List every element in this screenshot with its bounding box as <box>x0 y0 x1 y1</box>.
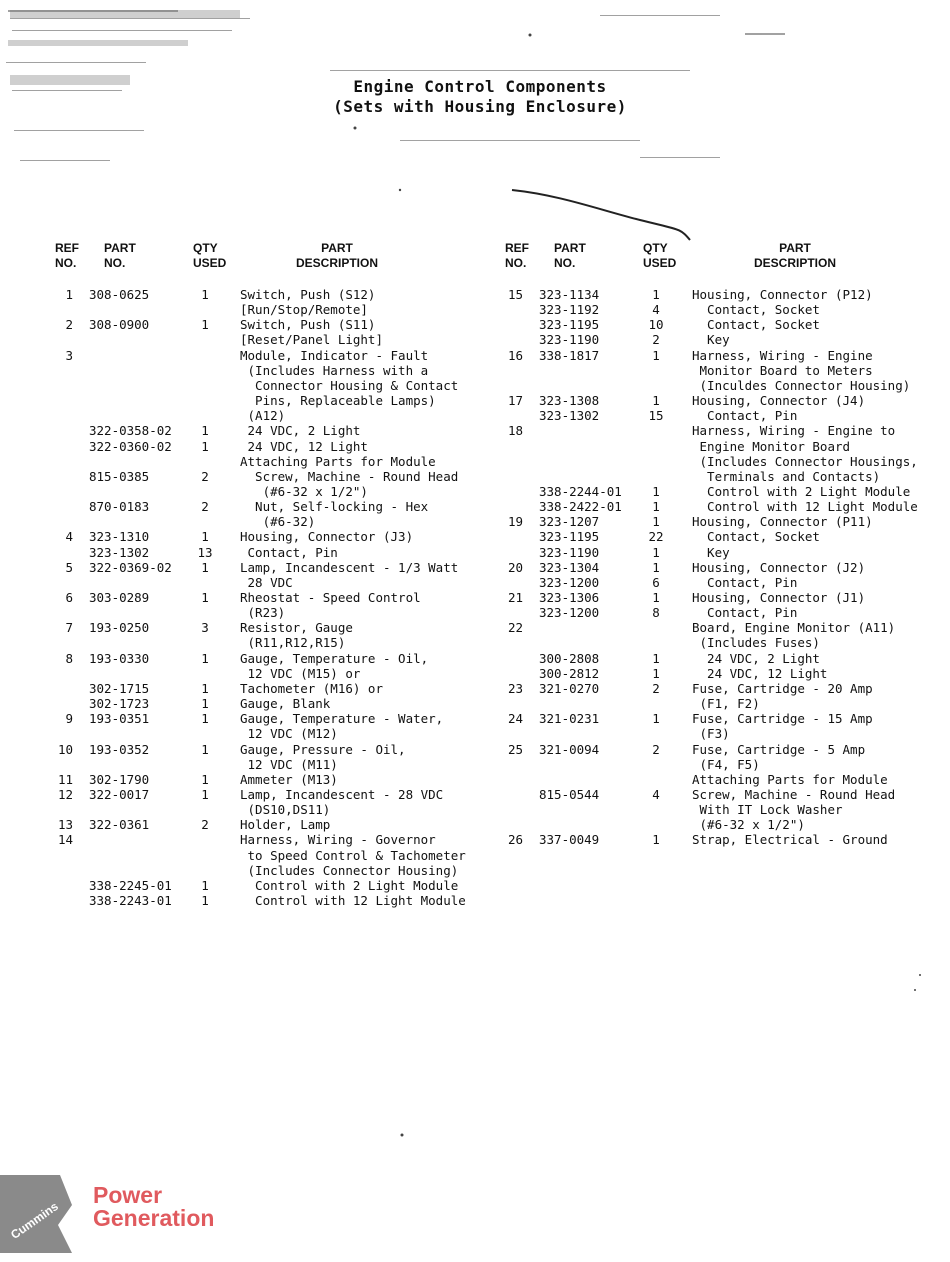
quantity-used: 1 <box>652 347 660 363</box>
part-description: Harness, Wiring - Engine to <box>692 423 896 439</box>
table-row <box>0 469 950 484</box>
part-number: 321-0270 <box>539 680 600 696</box>
part-number: 323-1302 <box>539 408 600 424</box>
ref-number: 23 <box>507 680 523 696</box>
part-description: 12 VDC (M12) <box>240 726 338 742</box>
table-row <box>0 878 950 893</box>
quantity-used: 1 <box>201 590 209 605</box>
table-row <box>0 484 950 499</box>
quantity-used: 1 <box>201 696 209 712</box>
part-description: Resistor, Gauge <box>240 620 353 636</box>
part-description: (DS10,DS11) <box>240 802 331 818</box>
part-number: 338-2244-01 <box>539 483 622 499</box>
quantity-used: 1 <box>201 877 209 893</box>
quantity-used: 10 <box>648 317 664 333</box>
quantity-used: 1 <box>652 665 660 681</box>
part-number: 870-0183 <box>89 499 150 515</box>
part-description: (F1, F2) <box>692 696 760 712</box>
ref-number: 2 <box>65 317 73 333</box>
part-number: 300-2812 <box>539 665 600 681</box>
part-description: (#6-32 x 1/2") <box>240 483 368 499</box>
part-description: (A12) <box>240 408 286 424</box>
part-number: 323-1200 <box>539 605 600 621</box>
table-row <box>0 499 950 514</box>
ref-number: 13 <box>57 817 73 833</box>
part-description: Housing, Connector (J1) <box>692 590 866 605</box>
ref-number: 14 <box>57 832 73 848</box>
part-description: Gauge, Temperature - Oil, <box>240 650 429 666</box>
part-description: Control with 12 Light Module <box>692 499 918 515</box>
part-number: 302-1715 <box>89 680 150 696</box>
part-description: Contact, Pin <box>692 605 798 621</box>
quantity-used: 2 <box>201 468 209 484</box>
page-title-line1: Engine Control Components <box>353 77 607 96</box>
part-description: Attaching Parts for Module <box>692 771 888 787</box>
table-row <box>0 651 950 666</box>
part-number: 323-1195 <box>539 529 600 545</box>
ref-number: 19 <box>507 514 523 530</box>
part-number: 322-0358-02 <box>89 423 172 439</box>
part-description: Attaching Parts for Module <box>240 453 436 469</box>
quantity-used: 1 <box>652 544 660 560</box>
part-number: 323-1207 <box>539 514 600 530</box>
part-description: (Includes Connector Housings, <box>692 453 918 469</box>
table-row <box>0 787 950 802</box>
ref-number: 20 <box>507 559 523 575</box>
part-description: 28 VDC <box>240 574 293 590</box>
part-description: Monitor Board to Meters <box>692 362 873 378</box>
table-row <box>0 635 950 650</box>
table-row <box>0 287 950 302</box>
part-description: 24 VDC, 2 Light <box>240 423 361 439</box>
table-row <box>0 317 950 332</box>
part-number: 303-0289 <box>89 590 150 605</box>
quantity-used: 2 <box>201 817 209 833</box>
quantity-used: 2 <box>201 499 209 515</box>
table-row <box>0 302 950 317</box>
ref-number: 16 <box>507 347 523 363</box>
quantity-used: 1 <box>652 711 660 727</box>
part-number: 322-0360-02 <box>89 438 172 454</box>
part-number: 193-0351 <box>89 711 150 727</box>
page-title-line2: (Sets with Housing Enclosure) <box>333 97 627 116</box>
part-number: 323-1310 <box>89 529 150 545</box>
quantity-used: 1 <box>201 438 209 454</box>
part-number: 815-0385 <box>89 468 150 484</box>
quantity-used: 1 <box>652 483 660 499</box>
ref-number: 11 <box>57 771 73 787</box>
part-description: Contact, Pin <box>240 544 338 560</box>
part-number: 338-2243-01 <box>89 893 172 908</box>
quantity-used: 4 <box>652 786 660 802</box>
part-number: 302-1790 <box>89 771 150 787</box>
quantity-used: 1 <box>201 786 209 802</box>
table-row <box>0 560 950 575</box>
quantity-used: 1 <box>201 529 209 545</box>
ref-number: 8 <box>65 650 73 666</box>
part-description: Control with 2 Light Module <box>240 877 459 893</box>
table-row <box>0 363 950 378</box>
part-number: 323-1200 <box>539 574 600 590</box>
table-row <box>0 696 950 711</box>
quantity-used: 2 <box>652 741 660 757</box>
part-description: Housing, Connector (J4) <box>692 393 866 409</box>
table-row <box>0 742 950 757</box>
cummins-logo-text: Cummins <box>8 1199 61 1242</box>
part-number: 321-0231 <box>539 711 600 727</box>
part-description: 12 VDC (M11) <box>240 756 338 772</box>
part-description: Contact, Pin <box>692 408 798 424</box>
part-description: Screw, Machine - Round Head <box>240 468 459 484</box>
quantity-used: 1 <box>201 287 209 302</box>
part-number: 323-1308 <box>539 393 600 409</box>
part-description: Gauge, Pressure - Oil, <box>240 741 406 757</box>
part-description: 24 VDC, 12 Light <box>240 438 368 454</box>
part-description: Fuse, Cartridge - 20 Amp <box>692 680 873 696</box>
table-row <box>0 529 950 544</box>
ref-number: 15 <box>507 287 523 302</box>
quantity-used: 1 <box>201 559 209 575</box>
part-description: Module, Indicator - Fault <box>240 347 429 363</box>
part-number: 323-1192 <box>539 302 600 318</box>
table-row <box>0 757 950 772</box>
part-number: 302-1723 <box>89 696 150 712</box>
part-number: 323-1302 <box>89 544 150 560</box>
table-row <box>0 332 950 347</box>
part-description: [Run/Stop/Remote] <box>240 302 368 318</box>
table-row <box>0 423 950 438</box>
quantity-used: 1 <box>201 711 209 727</box>
part-description: Housing, Connector (P11) <box>692 514 873 530</box>
part-number: 193-0250 <box>89 620 150 636</box>
part-number: 323-1190 <box>539 332 600 348</box>
part-description: Rheostat - Speed Control <box>240 590 421 605</box>
part-description: Nut, Self-locking - Hex <box>240 499 429 515</box>
quantity-used: 2 <box>652 332 660 348</box>
header-ref-left: REF NO. <box>55 241 79 270</box>
part-description: Gauge, Blank <box>240 696 331 712</box>
part-description: 12 VDC (M15) or <box>240 665 361 681</box>
ref-number: 4 <box>65 529 73 545</box>
table-row <box>0 605 950 620</box>
table-row <box>0 620 950 635</box>
quantity-used: 6 <box>652 574 660 590</box>
quantity-used: 4 <box>652 302 660 318</box>
part-description: Tachometer (M16) or <box>240 680 383 696</box>
brand-generation: Generation <box>93 1205 215 1231</box>
quantity-used: 1 <box>201 893 209 908</box>
header-qty-left: QTY USED <box>193 241 227 270</box>
table-row <box>0 848 950 863</box>
quantity-used: 1 <box>652 514 660 530</box>
table-row <box>0 378 950 393</box>
part-number: 323-1190 <box>539 544 600 560</box>
part-description: Harness, Wiring - Engine <box>692 347 873 363</box>
part-description: Control with 2 Light Module <box>692 483 911 499</box>
part-description: (Inculdes Connector Housing) <box>692 377 911 393</box>
quantity-used: 1 <box>652 393 660 409</box>
part-description: Contact, Pin <box>692 574 798 590</box>
part-number: 323-1134 <box>539 287 600 302</box>
ref-number: 24 <box>507 711 523 727</box>
part-description: (R11,R12,R15) <box>240 635 346 651</box>
part-number: 323-1195 <box>539 317 600 333</box>
part-description: Contact, Socket <box>692 529 820 545</box>
ref-number: 18 <box>507 423 523 439</box>
ref-number: 12 <box>57 786 73 802</box>
quantity-used: 3 <box>201 620 209 636</box>
quantity-used: 22 <box>648 529 664 545</box>
part-number: 322-0361 <box>89 817 150 833</box>
part-description: 24 VDC, 2 Light <box>692 650 820 666</box>
part-number: 323-1304 <box>539 559 600 575</box>
table-row <box>0 408 950 423</box>
part-description: Strap, Electrical - Ground <box>692 832 888 848</box>
table-row <box>0 802 950 817</box>
part-description: Housing, Connector (P12) <box>692 287 873 302</box>
part-description: Housing, Connector (J3) <box>240 529 414 545</box>
part-description: Holder, Lamp <box>240 817 331 833</box>
part-description: [Reset/Panel Light] <box>240 332 383 348</box>
part-number: 308-0625 <box>89 287 150 302</box>
ref-number: 3 <box>65 347 73 363</box>
quantity-used: 13 <box>197 544 213 560</box>
part-description: Terminals and Contacts) <box>692 468 881 484</box>
table-row <box>0 832 950 847</box>
quantity-used: 1 <box>201 680 209 696</box>
part-description: Ammeter (M13) <box>240 771 338 787</box>
part-number: 308-0900 <box>89 317 150 333</box>
table-row <box>0 439 950 454</box>
quantity-used: 1 <box>652 650 660 666</box>
table-row <box>0 711 950 726</box>
header-qty-right: QTY USED <box>643 241 677 270</box>
ref-number: 6 <box>65 590 73 605</box>
quantity-used: 1 <box>201 423 209 439</box>
table-row <box>0 772 950 787</box>
ref-number: 5 <box>65 559 73 575</box>
part-description: Housing, Connector (J2) <box>692 559 866 575</box>
part-description: Harness, Wiring - Governor <box>240 832 436 848</box>
quantity-used: 1 <box>652 590 660 605</box>
part-description: (F3) <box>692 726 730 742</box>
part-description: Fuse, Cartridge - 5 Amp <box>692 741 866 757</box>
table-row <box>0 348 950 363</box>
quantity-used: 1 <box>652 287 660 302</box>
quantity-used: 1 <box>201 317 209 333</box>
part-description: (#6-32 x 1/2") <box>692 817 805 833</box>
quantity-used: 1 <box>652 499 660 515</box>
header-ref-right: REF NO. <box>505 241 529 270</box>
part-number: 323-1306 <box>539 590 600 605</box>
part-description: Screw, Machine - Round Head <box>692 786 896 802</box>
part-number: 322-0017 <box>89 786 150 802</box>
table-row <box>0 514 950 529</box>
part-description: (Includes Connector Housing) <box>240 862 459 878</box>
header-part-no-right: PART NO. <box>554 241 586 270</box>
header-part-no-left: PART NO. <box>104 241 136 270</box>
part-description: (Includes Fuses) <box>692 635 820 651</box>
table-row <box>0 545 950 560</box>
table-row <box>0 393 950 408</box>
quantity-used: 1 <box>652 559 660 575</box>
header-description-left: PART DESCRIPTION <box>296 241 379 270</box>
part-number: 193-0352 <box>89 741 150 757</box>
part-number: 321-0094 <box>539 741 600 757</box>
part-description: Connector Housing & Contact <box>240 377 459 393</box>
part-description: Switch, Push (S11) <box>240 317 376 333</box>
part-description: Fuse, Cartridge - 15 Amp <box>692 711 873 727</box>
table-row <box>0 726 950 741</box>
part-number: 338-2245-01 <box>89 877 172 893</box>
ref-number: 26 <box>507 832 523 848</box>
table-row <box>0 590 950 605</box>
part-description: Contact, Socket <box>692 317 820 333</box>
table-row <box>0 817 950 832</box>
ref-number: 10 <box>57 741 73 757</box>
table-row <box>0 681 950 696</box>
part-number: 338-1817 <box>539 347 600 363</box>
ref-number: 21 <box>507 590 523 605</box>
part-description: to Speed Control & Tachometer <box>240 847 466 863</box>
ref-number: 7 <box>65 620 73 636</box>
ref-number: 1 <box>65 287 73 302</box>
quantity-used: 2 <box>652 680 660 696</box>
table-row <box>0 893 950 908</box>
part-description: Key <box>692 332 730 348</box>
part-description: Lamp, Incandescent - 28 VDC <box>240 786 444 802</box>
cummins-logo-icon <box>0 1175 80 1255</box>
part-description: Key <box>692 544 730 560</box>
part-description: Contact, Socket <box>692 302 820 318</box>
part-number: 193-0330 <box>89 650 150 666</box>
part-description: 24 VDC, 12 Light <box>692 665 828 681</box>
ref-number: 25 <box>507 741 523 757</box>
part-number: 337-0049 <box>539 832 600 848</box>
part-description: Engine Monitor Board <box>692 438 851 454</box>
part-number: 322-0369-02 <box>89 559 172 575</box>
part-description: Pins, Replaceable Lamps) <box>240 393 436 409</box>
part-number: 815-0544 <box>539 786 600 802</box>
part-description: (F4, F5) <box>692 756 760 772</box>
part-description: Board, Engine Monitor (A11) <box>692 620 896 636</box>
table-row <box>0 575 950 590</box>
quantity-used: 1 <box>201 650 209 666</box>
brand-power: Power <box>93 1182 163 1208</box>
part-description: With IT Lock Washer <box>692 802 843 818</box>
part-description: Switch, Push (S12) <box>240 287 376 302</box>
part-number: 300-2808 <box>539 650 600 666</box>
quantity-used: 1 <box>652 832 660 848</box>
quantity-used: 8 <box>652 605 660 621</box>
part-number: 338-2422-01 <box>539 499 622 515</box>
header-description-right: PART DESCRIPTION <box>754 241 837 270</box>
quantity-used: 15 <box>648 408 664 424</box>
table-row <box>0 454 950 469</box>
table-row <box>0 666 950 681</box>
part-description: (R23) <box>240 605 286 621</box>
part-description: (Includes Harness with a <box>240 362 429 378</box>
ref-number: 22 <box>507 620 523 636</box>
part-description: Lamp, Incandescent - 1/3 Watt <box>240 559 459 575</box>
quantity-used: 1 <box>201 741 209 757</box>
ref-number: 9 <box>65 711 73 727</box>
ref-number: 17 <box>507 393 523 409</box>
part-description: Gauge, Temperature - Water, <box>240 711 444 727</box>
quantity-used: 1 <box>201 771 209 787</box>
part-description: Control with 12 Light Module <box>240 893 466 908</box>
part-description: (#6-32) <box>240 514 316 530</box>
table-row <box>0 863 950 878</box>
